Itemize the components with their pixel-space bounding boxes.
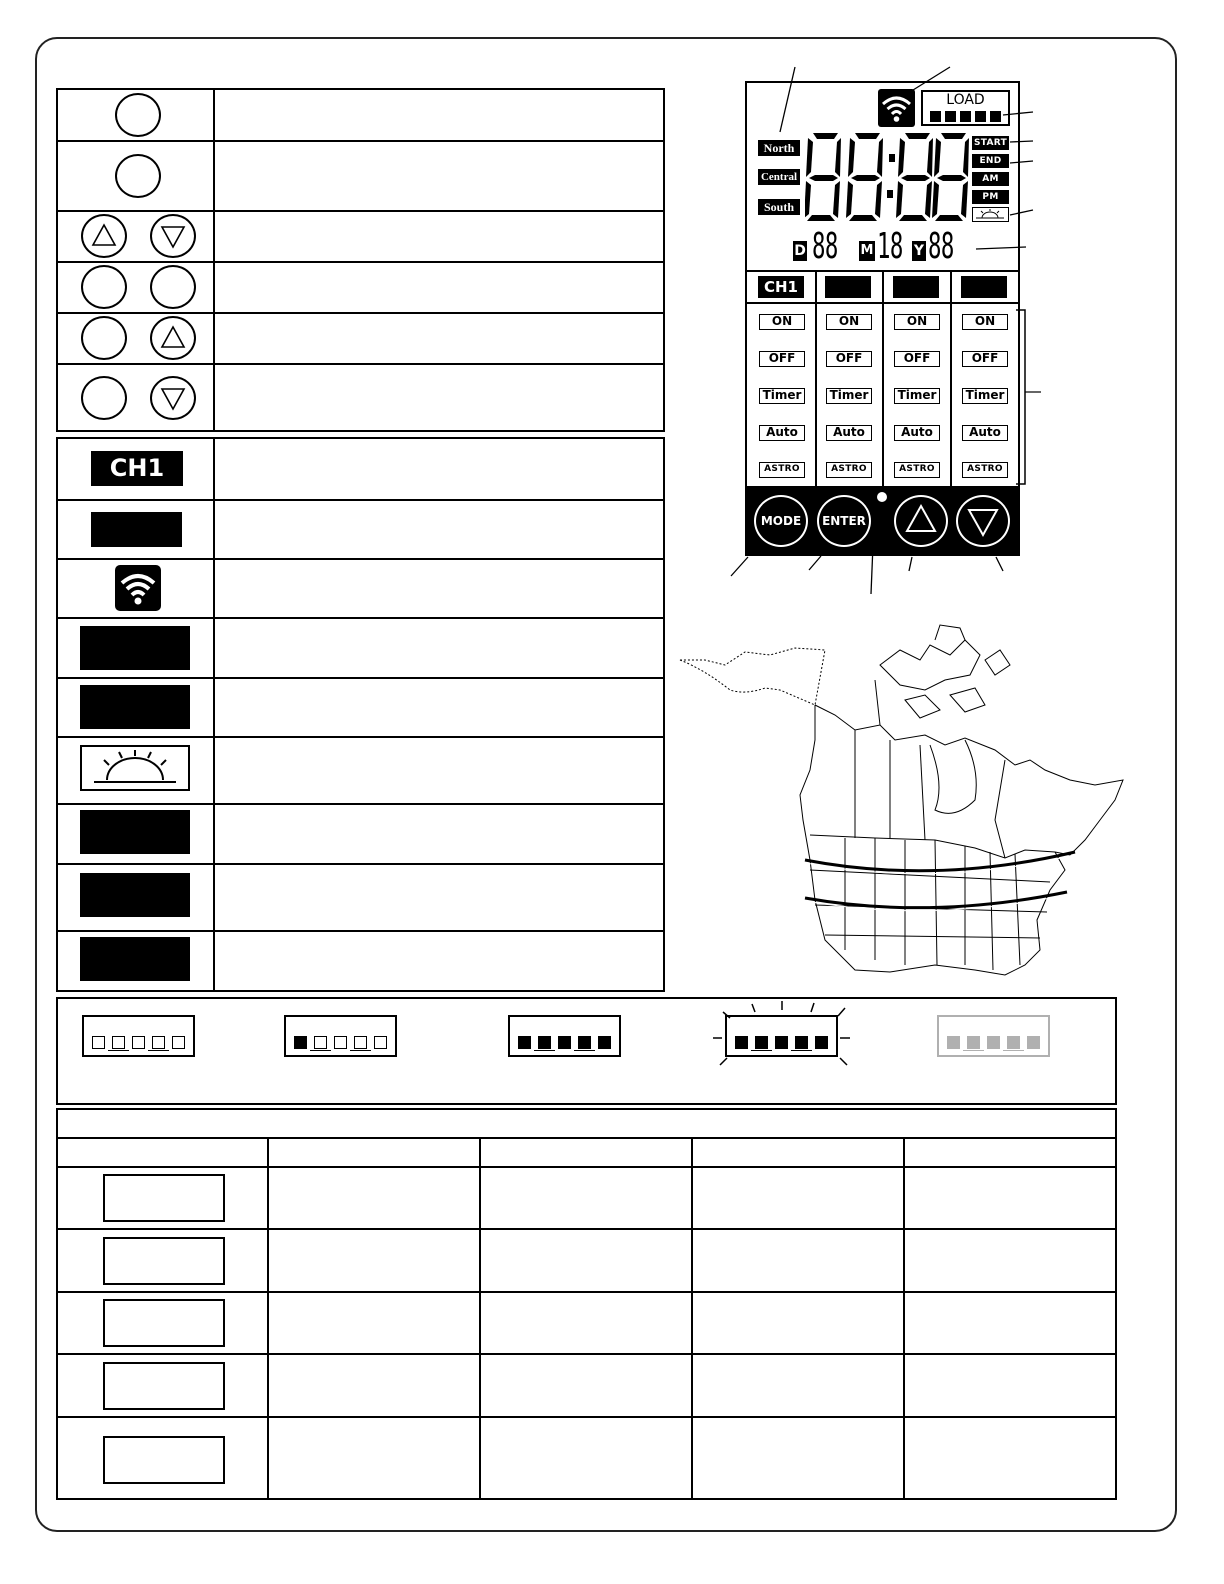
table-row-divider	[56, 261, 665, 263]
segment-underline	[574, 1050, 595, 1051]
am-symbol	[80, 810, 190, 854]
day-digits: 88	[812, 226, 838, 267]
zone-central: Central	[758, 169, 800, 185]
mode-button[interactable]: MODE	[754, 495, 808, 547]
end-indicator: END	[972, 154, 1009, 168]
segment-underline	[148, 1050, 169, 1051]
lcd-ch1-label: CH1	[758, 276, 804, 298]
table-row-divider	[56, 1137, 1117, 1139]
table-row-divider	[56, 558, 665, 560]
display-box	[103, 1299, 225, 1347]
table-row-divider	[56, 1291, 1117, 1293]
mode-label-timer: Timer	[759, 388, 805, 404]
down-arrow-button-icon	[150, 214, 196, 258]
mode-button-icon	[81, 376, 127, 420]
zone-symbol	[80, 937, 190, 981]
load-segment	[1007, 1036, 1020, 1049]
mode-label-off: OFF	[759, 351, 805, 367]
load-segment	[294, 1036, 307, 1049]
mode-label-timer: Timer	[894, 388, 940, 404]
mode-label-auto: Auto	[759, 425, 805, 441]
table-row-divider	[56, 499, 665, 501]
segment-underline	[534, 1050, 555, 1051]
load-segment	[92, 1036, 105, 1049]
callout-lines	[720, 60, 1060, 600]
start-symbol	[80, 626, 190, 670]
load-segment	[354, 1036, 367, 1049]
zone-north: North	[758, 140, 800, 156]
table-row-divider	[56, 736, 665, 738]
north-america-zone-map	[675, 620, 1135, 985]
load-segment	[172, 1036, 185, 1049]
year-label: Y	[913, 243, 925, 259]
table-row-divider	[56, 617, 665, 619]
load-segment	[967, 1036, 980, 1049]
table-row-divider	[56, 363, 665, 365]
segment-underline	[963, 1050, 984, 1051]
load-segment	[374, 1036, 387, 1049]
table-row-divider	[56, 677, 665, 679]
segment-underline	[310, 1050, 331, 1051]
load-segment	[112, 1036, 125, 1049]
am-indicator: AM	[972, 172, 1009, 186]
load-label: LOAD	[946, 92, 985, 108]
table-row-divider	[56, 930, 665, 932]
mode-label-auto: Auto	[894, 425, 940, 441]
load-segment	[152, 1036, 165, 1049]
table-divider	[213, 437, 215, 992]
load-segment	[558, 1036, 571, 1049]
table-row-divider	[56, 1353, 1117, 1355]
pm-symbol	[80, 873, 190, 917]
mode-label-auto: Auto	[826, 425, 872, 441]
table-row-divider	[56, 863, 665, 865]
mode-label-astro: ASTRO	[826, 462, 872, 478]
table-row-divider	[56, 140, 665, 142]
mode-label-on: ON	[962, 314, 1008, 330]
sunrise-icon	[80, 745, 190, 791]
load-segment	[334, 1036, 347, 1049]
table-row-divider	[56, 1416, 1117, 1418]
enter-button-icon	[115, 154, 161, 198]
load-segment	[987, 1036, 1000, 1049]
segment-underline	[350, 1050, 371, 1051]
load-level-meter	[82, 1015, 195, 1057]
up-arrow-button-icon	[81, 214, 127, 258]
table-col-divider	[903, 1137, 905, 1500]
month-digits: 18	[877, 226, 903, 267]
end-symbol	[80, 685, 190, 729]
display-box	[103, 1237, 225, 1285]
load-segment	[538, 1036, 551, 1049]
day-label: D	[794, 243, 806, 259]
up-arrow-button-icon	[150, 316, 196, 360]
load-segment	[1027, 1036, 1040, 1049]
enter-button[interactable]: ENTER	[817, 495, 871, 547]
wifi-icon	[115, 565, 161, 611]
load-segment	[314, 1036, 327, 1049]
ch1-symbol: CH1	[91, 451, 183, 486]
mode-button-icon	[115, 93, 161, 137]
display-box	[103, 1174, 225, 1222]
mode-label-astro: ASTRO	[759, 462, 805, 478]
table-row-divider	[56, 312, 665, 314]
segment-underline	[108, 1050, 129, 1051]
mode-button-icon	[81, 316, 127, 360]
table-row-divider	[56, 1228, 1117, 1230]
mode-button-icon	[81, 265, 127, 309]
zone-south: South	[758, 199, 800, 215]
table-col-divider	[691, 1137, 693, 1500]
mode-label-auto: Auto	[962, 425, 1008, 441]
segment-underline	[1003, 1050, 1024, 1051]
table-col-divider	[479, 1137, 481, 1500]
mode-label-off: OFF	[826, 351, 872, 367]
table-row-divider	[56, 210, 665, 212]
year-digits: 88	[928, 226, 954, 267]
load-segment	[578, 1036, 591, 1049]
mode-label-off: OFF	[962, 351, 1008, 367]
load-segment	[132, 1036, 145, 1049]
flashing-rays	[710, 998, 860, 1070]
mode-label-astro: ASTRO	[962, 462, 1008, 478]
enter-button-icon	[150, 265, 196, 309]
display-box	[103, 1436, 225, 1484]
mode-label-timer: Timer	[826, 388, 872, 404]
load-segment	[947, 1036, 960, 1049]
channel-blank-symbol	[91, 512, 182, 547]
mode-label-timer: Timer	[962, 388, 1008, 404]
display-box	[103, 1362, 225, 1410]
mode-label-on: ON	[894, 314, 940, 330]
load-segment	[598, 1036, 611, 1049]
load-level-meter	[284, 1015, 397, 1057]
load-level-meter	[937, 1015, 1050, 1057]
table-row-divider	[56, 803, 665, 805]
table-row-divider	[56, 1166, 1117, 1168]
load-segment	[518, 1036, 531, 1049]
table-col-divider	[267, 1137, 269, 1500]
mode-label-on: ON	[759, 314, 805, 330]
mode-label-astro: ASTRO	[894, 462, 940, 478]
down-arrow-button-icon	[150, 376, 196, 420]
mode-label-off: OFF	[894, 351, 940, 367]
month-label: M	[859, 241, 875, 261]
mode-label-on: ON	[826, 314, 872, 330]
load-level-meter	[508, 1015, 621, 1057]
pm-indicator: PM	[972, 190, 1009, 204]
start-indicator: START	[973, 138, 1008, 148]
